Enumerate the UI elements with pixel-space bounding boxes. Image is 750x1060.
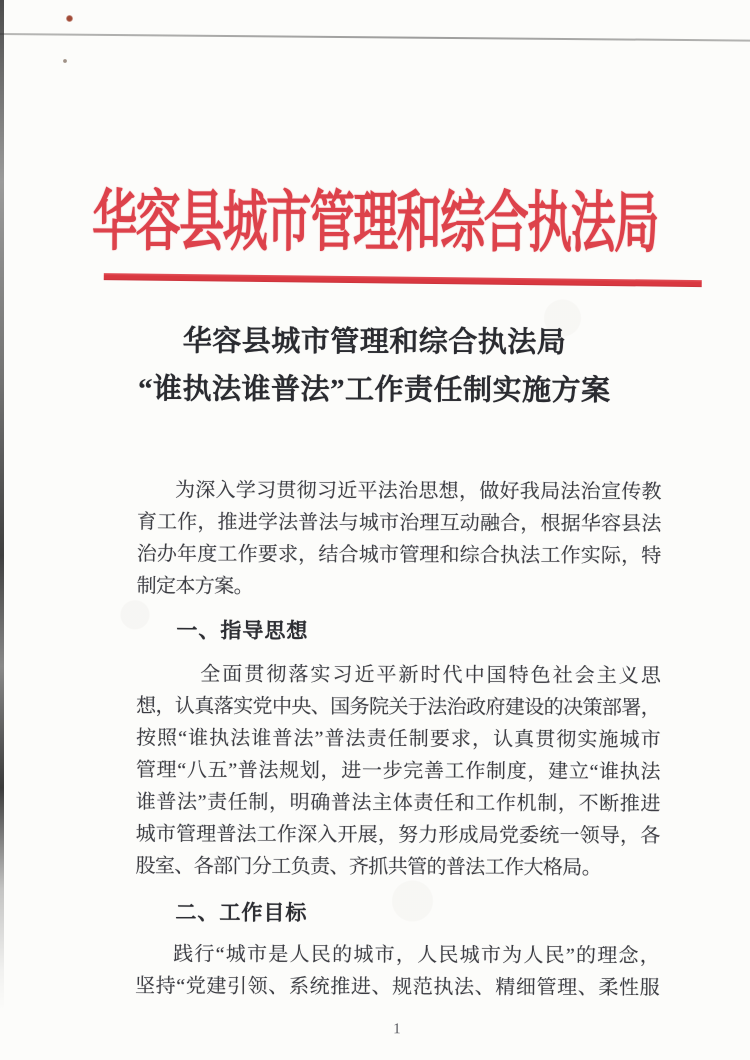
section-heading-work-goals: 二、工作目标	[175, 900, 308, 925]
paragraph-guiding-ideology	[135, 658, 660, 884]
text-line: 想，认真落实党中央、国务院关于法治政府建设的决策部署，	[136, 695, 661, 720]
paragraph-work-goals	[135, 938, 659, 1004]
paragraph-intro	[137, 474, 661, 604]
text-line: 践行“城市是人民的城市，人民城市为人民”的理念，	[173, 943, 660, 968]
document-body	[135, 474, 661, 1004]
page-number: 1	[393, 1021, 401, 1038]
section-heading-guiding-ideology: 一、指导思想	[176, 618, 309, 643]
text-line: 按照“谁执法谁普法”普法责任制要求，认真贯彻实施城市	[135, 727, 661, 752]
text-line: 制定本方案。	[136, 575, 254, 598]
text-line: 股室、各部门分工负责、齐抓共管的普法工作大格局。	[135, 855, 602, 880]
text-line: 城市管理普法工作深入开展，努力形成局党委统一领导，各	[135, 823, 660, 848]
text-line: 管理“八五”普法规划，进一步完善工作制度，建立“谁执法	[135, 759, 660, 784]
text-line: 治办年度工作要求，结合城市管理和综合执法工作实际，特	[136, 543, 661, 568]
text-line: 谁普法”责任制，明确普法主体责任和工作机制，不断推进	[135, 791, 660, 816]
text-line: 坚持“党建引领、系统推进、规范执法、精细管理、柔性服	[135, 975, 660, 1000]
text-line: 全面贯彻落实习近平新时代中国特色社会主义思	[200, 663, 661, 688]
document-title-line-1: 华容县城市管理和综合执法局	[182, 325, 567, 359]
text-line: 育工作，推进学法普法与城市治理互动融合，根据华容县法	[136, 511, 661, 536]
text-line: 为深入学习贯彻习近平法治思想，做好我局法治宣传教	[174, 479, 662, 504]
letterhead-org-name: 华容县城市管理和综合执法局	[92, 184, 658, 261]
document-title-line-2: “谁执法谁普法”工作责任制实施方案	[138, 373, 611, 408]
document-title	[0, 317, 750, 416]
letterhead-divider-rule	[104, 273, 702, 287]
